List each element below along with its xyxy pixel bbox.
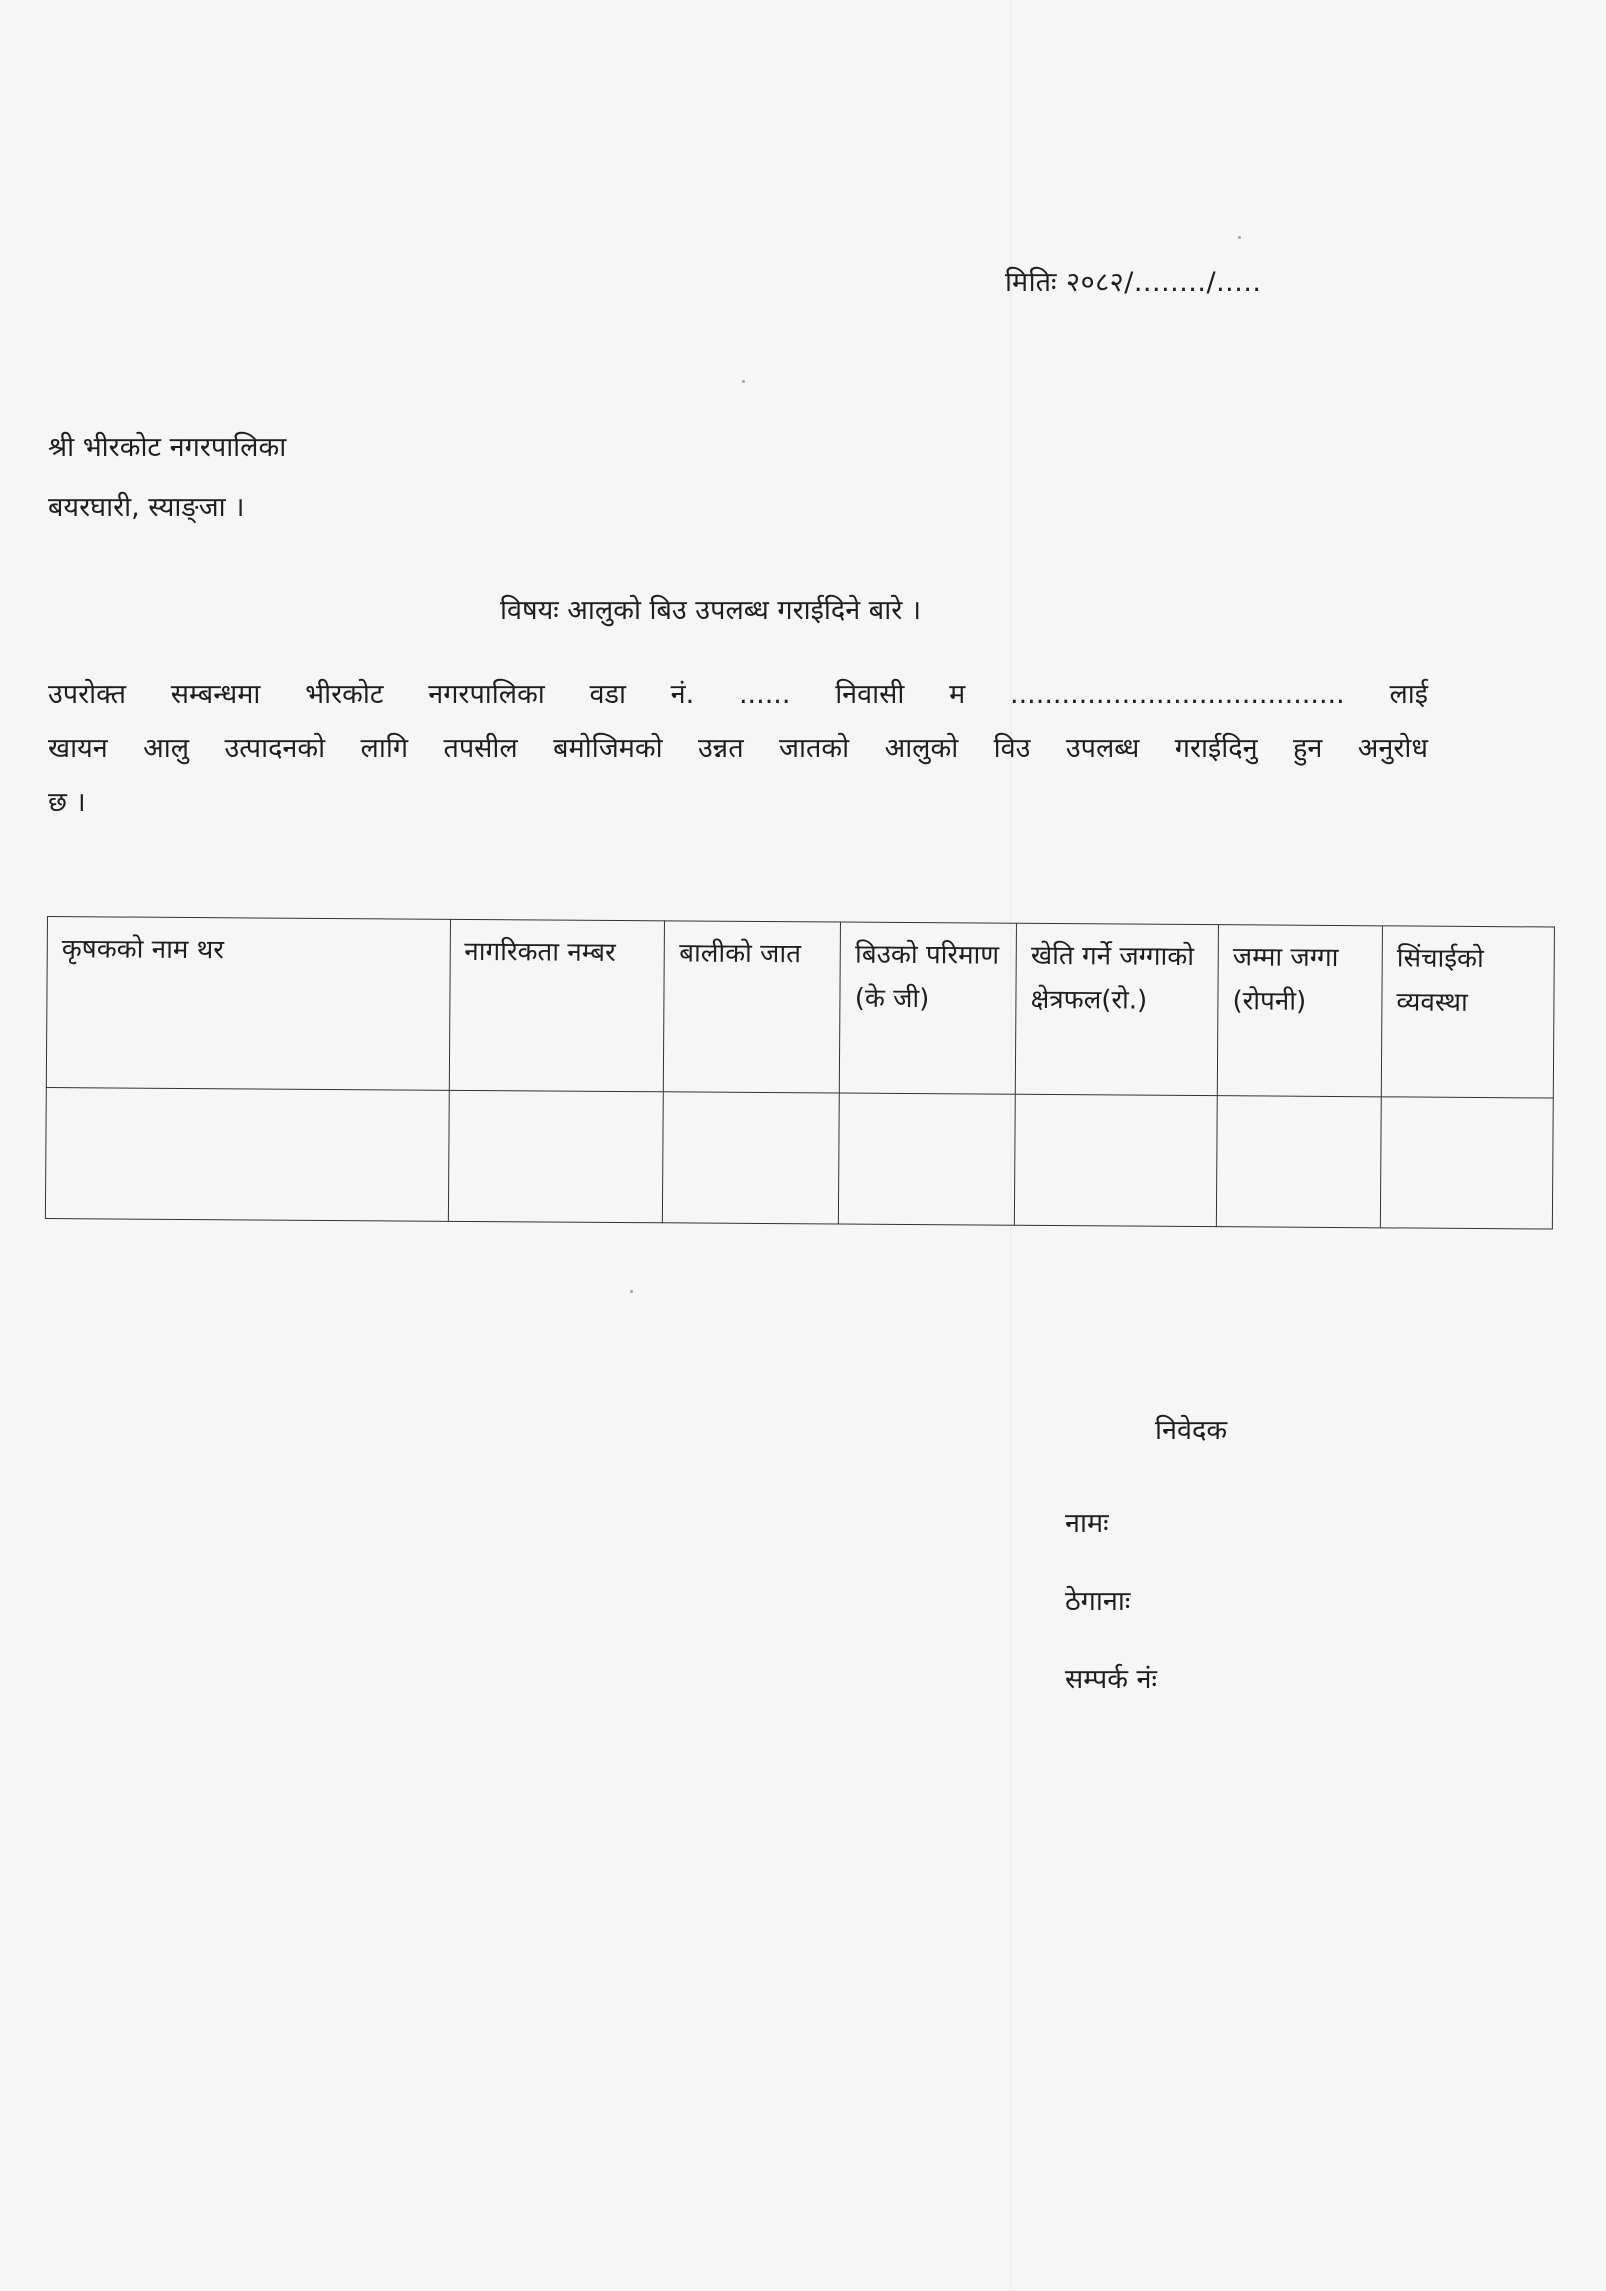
cell-seed-quantity[interactable] [839, 1093, 1016, 1225]
header-seed-quantity: बिउको परिमाण (के जी) [840, 922, 1017, 1094]
scan-speck [742, 380, 745, 383]
scan-speck [630, 1290, 633, 1293]
cell-irrigation[interactable] [1380, 1097, 1553, 1229]
applicant-title: निवेदक [1155, 1415, 1228, 1446]
paragraph-line-2: खायन आलु उत्पादनको लागि तपसील बमोजिमको उन्नत जातको आलुको विउ उपलब्ध गराईदिनु हुन अनुरोध [48, 733, 1428, 764]
scan-speck [1238, 236, 1241, 239]
subject-line: विषयः आलुको बिउ उपलब्ध गराईदिने बारे । [500, 595, 922, 626]
header-cultivation-area: खेति गर्ने जग्गाको क्षेत्रफल(रो.) [1015, 923, 1218, 1095]
header-total-land: जम्मा जग्गा (रोपनी) [1217, 925, 1382, 1097]
addressee-location: बयरघारी, स्याङ्जा । [48, 492, 245, 523]
cell-total-land[interactable] [1216, 1096, 1381, 1228]
date-line: मितिः २०८२/......../..... [1005, 267, 1262, 298]
addressee-block [48, 418, 286, 538]
paragraph-line-3: छ । [48, 787, 86, 818]
header-crop-variety: बालीको जात [664, 921, 841, 1093]
request-paragraph [48, 668, 1428, 830]
applicant-address-label: ठेगानाः [1065, 1586, 1131, 1617]
header-citizenship-number: नागरिकता नम्बर [449, 919, 665, 1091]
applicant-block [1065, 1485, 1157, 1719]
applicant-name-label: नामः [1065, 1508, 1109, 1539]
table-row [45, 1087, 1553, 1229]
addressee-office: श्री भीरकोट नगरपालिका [48, 432, 287, 463]
cell-citizenship-number[interactable] [448, 1090, 664, 1222]
applicant-contact-label: सम्पर्क नंः [1065, 1664, 1157, 1695]
header-farmer-name: कृषकको नाम थर [46, 917, 450, 1091]
header-irrigation: सिंचाईको व्यवस्था [1381, 926, 1554, 1098]
paragraph-line-1: उपरोक्त सम्बन्धमा भीरकोट नगरपालिका वडा नं. ...... निवासी म ....................................... लाई [48, 679, 1428, 710]
seed-request-table [45, 916, 1555, 1230]
cell-crop-variety[interactable] [663, 1092, 840, 1224]
cell-farmer-name[interactable] [45, 1087, 448, 1221]
table-header-row [46, 917, 1554, 1099]
cell-cultivation-area[interactable] [1015, 1094, 1218, 1226]
